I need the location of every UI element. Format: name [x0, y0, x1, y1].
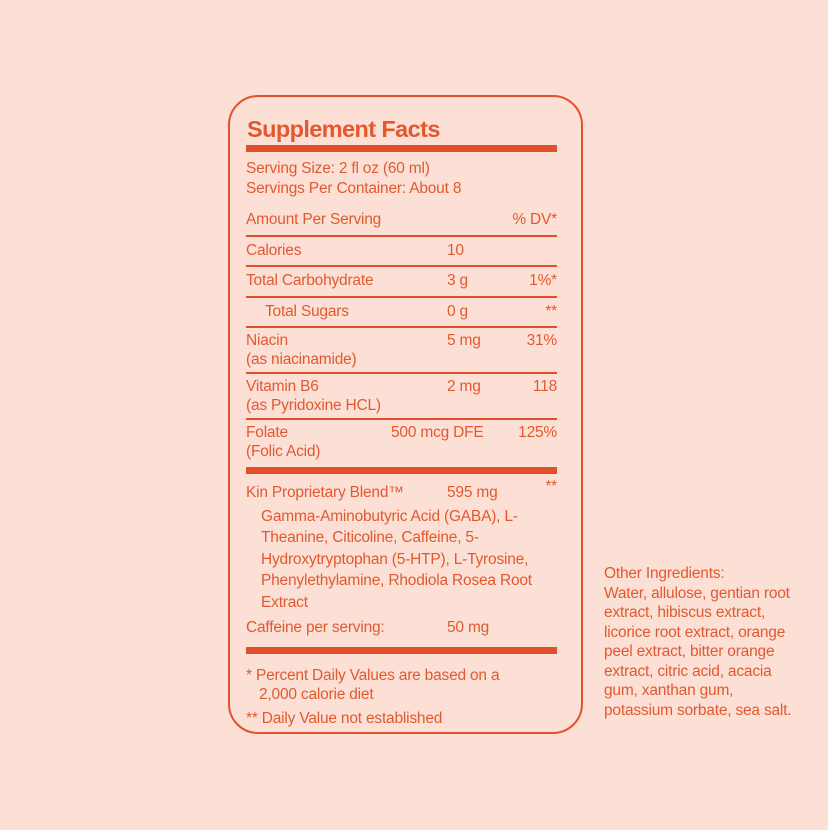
table-row-niacin — [246, 328, 557, 372]
nutrient-dv: ** — [545, 302, 557, 320]
serving-size: Serving Size: 2 fl oz (60 ml) — [246, 160, 430, 177]
nutrient-dv: 31% — [526, 332, 557, 349]
table-row-vitamin-b6 — [246, 374, 557, 418]
thick-divider-bottom — [246, 647, 557, 654]
nutrient-name: Vitamin B6 (as Pyridoxine HCL) — [246, 378, 447, 415]
nutrient-dv: 125% — [518, 424, 557, 441]
table-row-caffeine — [246, 613, 557, 642]
nutrient-amount: 2 mg — [447, 378, 481, 395]
nutrient-amount: 5 mg — [447, 332, 481, 349]
footnote-daily-values: * Percent Daily Values are based on a 2,000 calorie diet — [246, 666, 500, 703]
caffeine-label: Caffeine per serving: — [246, 619, 385, 636]
nutrient-amount: 3 g — [447, 272, 468, 289]
other-ingredients-heading: Other Ingredients: — [604, 565, 725, 582]
thick-divider-middle — [246, 467, 557, 474]
thick-divider-top — [246, 145, 557, 152]
nutrient-name: Folate (Folic Acid) — [246, 424, 391, 461]
servings-per-container: Servings Per Container: About 8 — [246, 180, 462, 197]
nutrient-name: Calories — [246, 241, 302, 259]
nutrient-amount: 10 — [447, 241, 464, 259]
nutrient-subname: (as niacinamide) — [246, 350, 357, 368]
blend-ingredients: Gamma-Aminobutyric Acid (GABA), L-Theanine, Citicoline, Caffeine, 5-Hydroxytryptophan (5-HTP), L-Tyrosine, Phenylethylamine, Rhodiola Rosea Root Extract — [261, 507, 532, 611]
nutrient-name: Niacin (as niacinamide) — [246, 332, 447, 369]
caffeine-amount: 50 mg — [447, 619, 490, 636]
table-header — [246, 211, 557, 235]
other-ingredients — [604, 564, 803, 720]
nutrient-name: Total Sugars — [265, 302, 349, 320]
table-row-folate — [246, 420, 557, 464]
nutrient-name: Total Carbohydrate — [246, 272, 374, 289]
table-row-calories — [246, 237, 557, 266]
nutrient-amount: 0 g — [447, 302, 468, 320]
panel-title: Supplement Facts — [247, 116, 440, 142]
table-row-total-sugars — [246, 298, 557, 327]
nutrient-dv: 1%* — [529, 272, 557, 289]
percent-dv-label: % DV* — [512, 211, 557, 228]
nutrient-subname: (as Pyridoxine HCL) — [246, 396, 381, 414]
nutrient-amount: 500 mcg DFE — [391, 424, 484, 441]
footnotes — [246, 666, 557, 728]
supplement-facts-panel — [228, 95, 583, 734]
other-ingredients-text: Water, allulose, gentian root extract, hibiscus extract, licorice root extract, orange peel extract, bitter orange extract, citric acid, acacia gum, xanthan gum, potassium sorbate, sea salt. — [604, 584, 792, 719]
blend-name: Kin Proprietary Blend™ — [246, 484, 404, 501]
table-row-total-carbohydrate — [246, 267, 557, 296]
footnote-dv-not-established: ** Daily Value not established — [246, 709, 443, 727]
blend-dv: ** — [545, 478, 557, 495]
nutrient-dv: 118 — [532, 378, 557, 395]
table-row-proprietary-blend — [246, 480, 557, 503]
nutrient-subname: (Folic Acid) — [246, 442, 321, 460]
blend-amount: 595 mg — [447, 484, 498, 501]
amount-per-serving-label: Amount Per Serving — [246, 211, 382, 228]
